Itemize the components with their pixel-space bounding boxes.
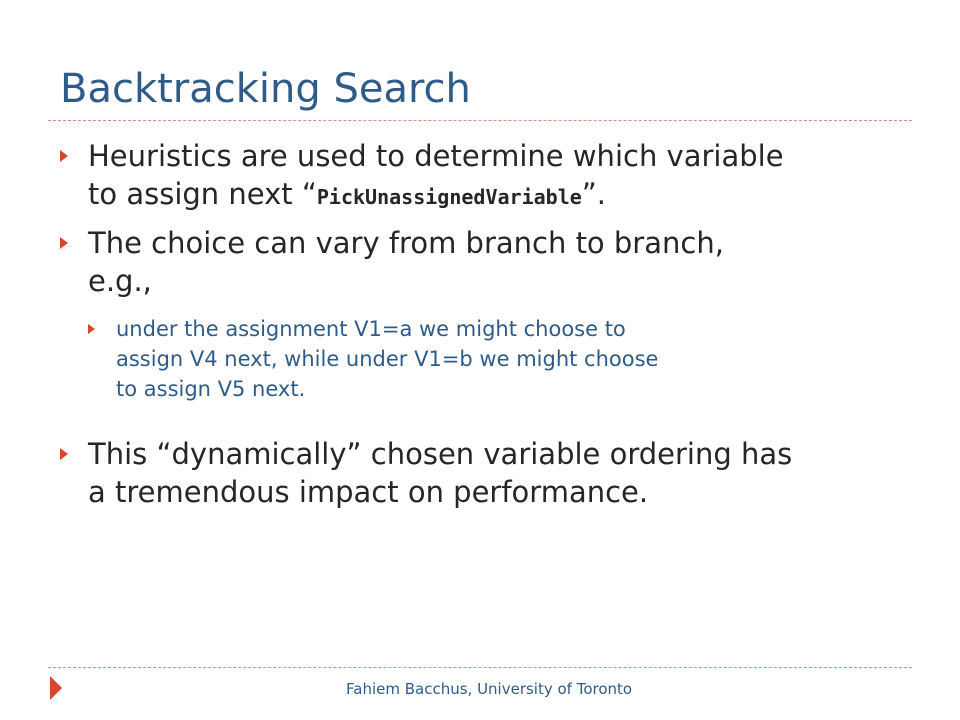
bullet-2-line-1: The choice can vary from branch to branch,: [88, 226, 724, 260]
bullet-3-line-1: This “dynamically” chosen variable ordering has: [88, 437, 793, 471]
bullet-2-line-2: e.g.,: [88, 264, 152, 298]
bullet-2: [88, 224, 918, 300]
bullet-1: [88, 137, 918, 216]
slide-title: Backtracking Search: [60, 66, 471, 112]
bullet-marker-icon: [60, 448, 68, 460]
bullet-1-line-1: Heuristics are used to determine which variable: [88, 139, 784, 173]
footer-divider: [48, 667, 912, 668]
bullet-3-line-2: a tremendous impact on performance.: [88, 475, 649, 509]
sub-bullet-marker-icon: [88, 324, 95, 334]
bullet-1-line-2-end: ”.: [581, 177, 607, 211]
footer-text: Fahiem Bacchus, University of Toronto: [346, 680, 633, 698]
bullet-marker-icon: [60, 150, 68, 162]
sub-bullet-line-1: under the assignment V1=a we might choose to: [116, 317, 626, 341]
code-pick-unassigned-variable: PickUnassignedVariable: [316, 185, 582, 209]
title-divider: [48, 120, 912, 121]
bullet-1-line-2: [88, 175, 918, 216]
sub-bullet-line-2: assign V4 next, while under V1=b we might choose: [116, 347, 659, 371]
footer-arrow-icon: [50, 676, 62, 700]
sub-bullet-line-3: to assign V5 next.: [116, 377, 306, 401]
bullet-3: [88, 435, 918, 511]
bullet-marker-icon: [60, 237, 68, 249]
sub-bullet-1: [116, 314, 906, 404]
bullet-1-line-2-text: to assign next “: [88, 177, 317, 211]
